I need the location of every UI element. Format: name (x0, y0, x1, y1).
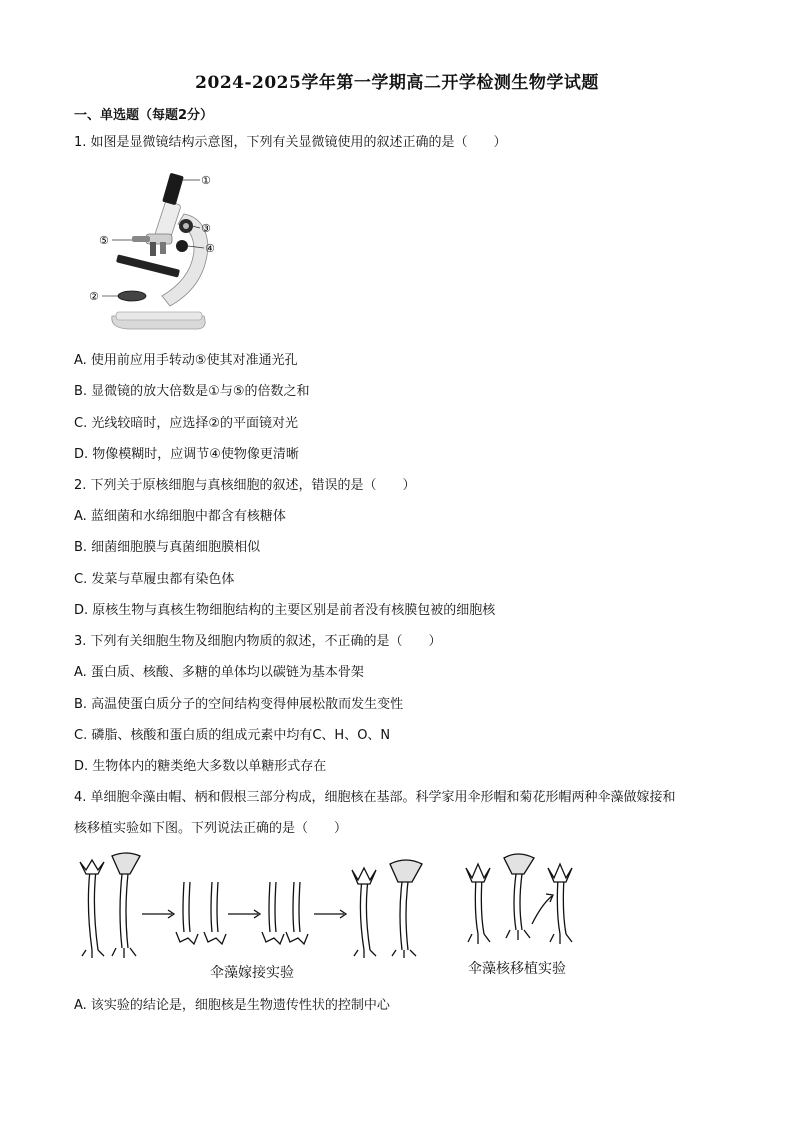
question-2-stem: 2. 下列关于原核细胞与真核细胞的叙述，错误的是（ ） (74, 478, 416, 493)
q1-option-c: C. 光线较暗时，应选择②的平面镜对光 (74, 416, 298, 431)
acetabularia-transplant-figure (460, 852, 590, 952)
q3-option-b: B. 高温使蛋白质分子的空间结构变得伸展松散而发生变性 (74, 697, 404, 712)
page-title: 2024-2025学年第一学期高二开学检测生物学试题 (195, 73, 599, 93)
microscope-label-3: ③ (201, 222, 211, 235)
q2-option-b: B. 细菌细胞膜与真菌细胞膜相似 (74, 540, 261, 555)
microscope-label-1: ① (201, 174, 211, 187)
q1-option-b: B. 显微镜的放大倍数是①与⑤的倍数之和 (74, 384, 310, 399)
q3-option-c: C. 磷脂、核酸和蛋白质的组成元素中均有C、H、O、N (74, 728, 391, 743)
q4-option-a: A. 该实验的结论是，细胞核是生物遗传性状的控制中心 (74, 998, 390, 1013)
question-4-stem-line2: 核移植实验如下图。下列说法正确的是（ ） (74, 821, 348, 836)
q3-option-d: D. 生物体内的糖类绝大多数以单糖形式存在 (74, 759, 327, 774)
microscope-figure (88, 166, 228, 334)
transplant-caption: 伞藻核移植实验 (468, 961, 566, 977)
question-3-stem: 3. 下列有关细胞生物及细胞内物质的叙述，不正确的是（ ） (74, 634, 442, 649)
q2-option-d: D. 原核生物与真核生物细胞结构的主要区别是前者没有核膜包被的细胞核 (74, 603, 496, 618)
microscope-label-5: ⑤ (99, 234, 109, 247)
microscope-label-2: ② (89, 290, 99, 303)
q2-option-a: A. 蓝细菌和水绵细胞中都含有核糖体 (74, 509, 286, 524)
graft-caption: 伞藻嫁接实验 (210, 965, 294, 981)
q1-option-d: D. 物像模糊时，应调节④使物像更清晰 (74, 447, 299, 462)
q3-option-a: A. 蛋白质、核酸、多糖的单体均以碳链为基本骨架 (74, 665, 364, 680)
microscope-label-4: ④ (205, 242, 215, 255)
section-heading: 一、单选题（每题2分） (74, 108, 214, 123)
q1-option-a: A. 使用前应用手转动⑤使其对准通光孔 (74, 353, 298, 368)
question-4-stem-line1: 4. 单细胞伞藻由帽、柄和假根三部分构成，细胞核在基部。科学家用伞形帽和菊花形帽两种伞藻做嫁接和 (74, 790, 676, 805)
q2-option-c: C. 发菜与草履虫都有染色体 (74, 572, 235, 587)
acetabularia-graft-figure (72, 852, 452, 962)
question-1-stem: 1. 如图是显微镜结构示意图，下列有关显微镜使用的叙述正确的是（ ） (74, 135, 507, 150)
